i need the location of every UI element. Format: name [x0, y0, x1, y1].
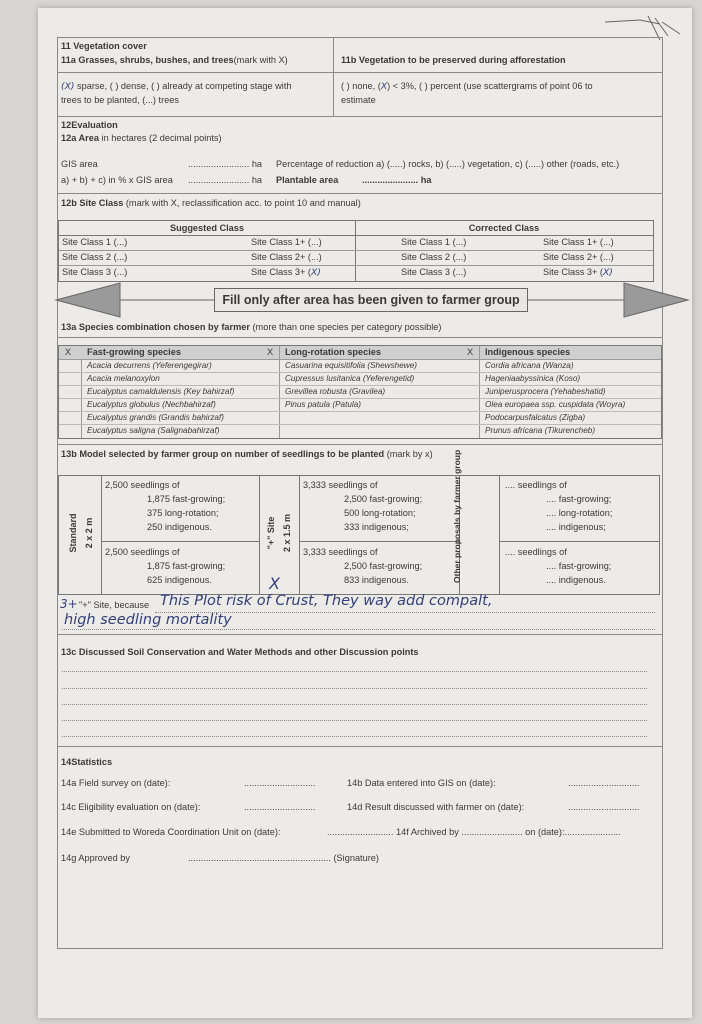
stat-14f: 14f Archived by ........................ on (date):......................	[396, 827, 621, 837]
sum-label: a) + b) + c) in % x GIS area	[61, 175, 173, 185]
site-class-table	[58, 220, 654, 282]
section-11b-title: 11b Vegetation to be preserved during afforestation	[341, 55, 566, 65]
site-class-cell: Site Class 2+ (...)	[543, 252, 614, 262]
species-item: Grevillea robusta (Gravilea)	[285, 387, 386, 396]
site-class-cell: Site Class 1 (...)	[401, 237, 467, 247]
species-item: Pinus patula (Patula)	[285, 400, 362, 409]
stat-14a: 14a Field survey on (date):	[61, 778, 171, 788]
site-class-cell: Site Class 3 (...)	[401, 267, 467, 277]
other-proposals-label: Other proposals by farmer group	[452, 449, 462, 583]
site-class-cell: Site Class 1+ (...)	[251, 237, 322, 247]
section-11a-line2: trees to be planted, (...) trees	[61, 95, 179, 105]
species-item: Juniperusprocera (Yehabeshatid)	[485, 387, 606, 396]
stat-14b: 14b Data entered into GIS on (date):	[347, 778, 496, 788]
site-class-cell: Site Class 3 (...)	[62, 267, 128, 277]
stat-14g: 14g Approved by	[61, 853, 130, 863]
banner-notice: Fill only after area has been given to farmer group	[214, 288, 528, 312]
plantable-area-label: Plantable area	[276, 175, 339, 185]
section-12b-title: 12b Site Class (mark with X, reclassification acc. to point 10 and manual)	[61, 198, 361, 208]
corrected-class-header: Corrected Class	[355, 221, 653, 236]
species-item: Podocarpusfalcatus (Zigba)	[485, 413, 586, 422]
long-rotation-header: Long-rotation species	[285, 347, 381, 357]
handwritten-mark: (X)	[61, 81, 75, 92]
section-11-title: 11 Vegetation cover	[61, 41, 147, 51]
species-item: Acacia melanoxylon	[87, 374, 160, 383]
species-item: Eucalyptus globulus (Nechbahirzaf)	[87, 400, 216, 409]
stat-14e: 14e Submitted to Woreda Coordination Unit on (date):	[61, 827, 281, 837]
species-item: Eucalyptus camaldulensis (Key bahirzaf)	[87, 387, 235, 396]
plus-site-size: 2 x 1.5 m	[282, 513, 292, 553]
site-class-cell: Site Class 1 (...)	[62, 237, 128, 247]
site-class-cell: Site Class 1+ (...)	[543, 237, 614, 247]
stat-14d: 14d Result discussed with farmer on (date):	[347, 802, 525, 812]
because-prefix: 3+	[60, 597, 78, 611]
section-13b-title: 13b Model selected by farmer group on number of seedlings to be planted (mark by x)	[61, 449, 433, 459]
species-item: Eucalyptus saligna (Salignabahirzaf)	[87, 426, 220, 435]
section-11b-line2: estimate	[341, 95, 376, 105]
site-class-cell: Site Class 2+ (...)	[251, 252, 322, 262]
stat-14c: 14c Eligibility evaluation on (date):	[61, 802, 201, 812]
section-12-title: 12Evaluation	[61, 120, 118, 130]
section-11a-title: 11a Grasses, shrubs, bushes, and trees(mark with X)	[61, 55, 288, 65]
section-12a-title: 12a Area in hectares (2 decimal points)	[61, 133, 222, 143]
species-item: Eucalyptus grandis (Grandis bahirzaf)	[87, 413, 224, 422]
standard-label: Standard	[68, 513, 78, 553]
section-13c-title: 13c Discussed Soil Conservation and Water Methods and other Discussion points	[61, 647, 419, 657]
plantable-area-value: ...................... ha	[362, 175, 432, 185]
indigenous-header: Indigenous species	[485, 347, 571, 357]
species-item: Hageniaabyssinica (Koso)	[485, 374, 581, 383]
species-item: Acacia decurrens (Yeferengegirar)	[87, 361, 212, 370]
suggested-class-header: Suggested Class	[59, 221, 356, 236]
species-item: Olea europaea ssp. cuspidata (Woyra)	[485, 400, 626, 409]
section-14-title: 14Statistics	[61, 757, 113, 767]
signature-line: ........................................................ (Signature)	[188, 853, 379, 863]
handwritten-reason-2: high seedling mortality	[64, 612, 232, 628]
model-table: Standard 2 x 2 m "+" Site 2 x 1.5 m Other proposals by farmer group 2,500 seedlings of 1,875 fast-growing; 375 long-rotation; 250 indigenous. 2,500 seedlings of 1,875 fast-growing; 625 indigenous. 3,333 seedlings of 2,500 fast-growing; 500 long-rotation; 333 indigenous; 3,333 seedlings of 2,500 fast-growing; 833 indigenous. .... seedlings of .... fast-growing; .... long-rotation; .... indigenous; .... seedlings of .... fast-growing; .... indigenous. X	[58, 475, 660, 595]
because-label: "+" Site, because	[79, 600, 150, 610]
handwritten-x-mark: X	[269, 574, 280, 593]
site-class-cell: Site Class 2 (...)	[401, 252, 467, 262]
section-11a-line1: (X) sparse, ( ) dense, ( ) already at competing stage with	[61, 81, 292, 92]
species-item: Cordia africana (Wanza)	[485, 361, 574, 370]
standard-size: 2 x 2 m	[84, 517, 94, 549]
site-class-cell: Site Class 3+ (X)	[543, 267, 613, 278]
site-class-cell: Site Class 3+ (X)	[251, 267, 321, 278]
section-11b-line1: ( ) none, (X) < 3%, ( ) percent (use scattergrams of point 06 to	[341, 81, 593, 92]
gis-area-label: GIS area	[61, 159, 98, 169]
fast-growing-header: Fast-growing species	[87, 347, 181, 357]
site-class-cell: Site Class 2 (...)	[62, 252, 128, 262]
sum-value: ........................ ha	[188, 175, 263, 185]
species-table: X Fast-growing species X Long-rotation species X Indigenous species Acacia decurrens (Yeferengegirar) Acacia melanoxylon Eucalyptus camaldulensis (Key bahirzaf) Eucalyptus globulus (Nechbahirzaf) Eucalyptus grandis (Grandis bahirzaf) Eucalyptus saligna (Salignabahirzaf) Casuarina equisitifolia (Shewshewe) Cupressus lusitanica (Yeferengetid) Grevillea robusta (Gravilea) Pinus patula (Patula) Cordia africana (Wanza) Hageniaabyssinica (Koso) Juniperusprocera (Yehabeshatid) Olea europaea ssp. cuspidata (Woyra) Podocarpusfalcatus (Zigba) Prunus africana (Tikurencheb)	[58, 345, 662, 439]
plus-site-label: "+" Site	[266, 516, 276, 550]
species-item: Casuarina equisitifolia (Shewshewe)	[285, 361, 417, 370]
species-item: Cupressus lusitanica (Yeferengetid)	[285, 374, 415, 383]
section-13a-title: 13a Species combination chosen by farmer (more than one species per category possible)	[61, 322, 442, 332]
gis-area-value: ........................ ha	[188, 159, 263, 169]
species-item: Prunus africana (Tikurencheb)	[485, 426, 596, 435]
reduction-label: Percentage of reduction a) (.....) rocks, b) (.....) vegetation, c) (.....) other (roads, etc.)	[276, 159, 620, 169]
handwritten-reason-1: This Plot risk of Crust, They way add compalt,	[160, 593, 493, 609]
handwritten-mark: X	[380, 81, 388, 92]
